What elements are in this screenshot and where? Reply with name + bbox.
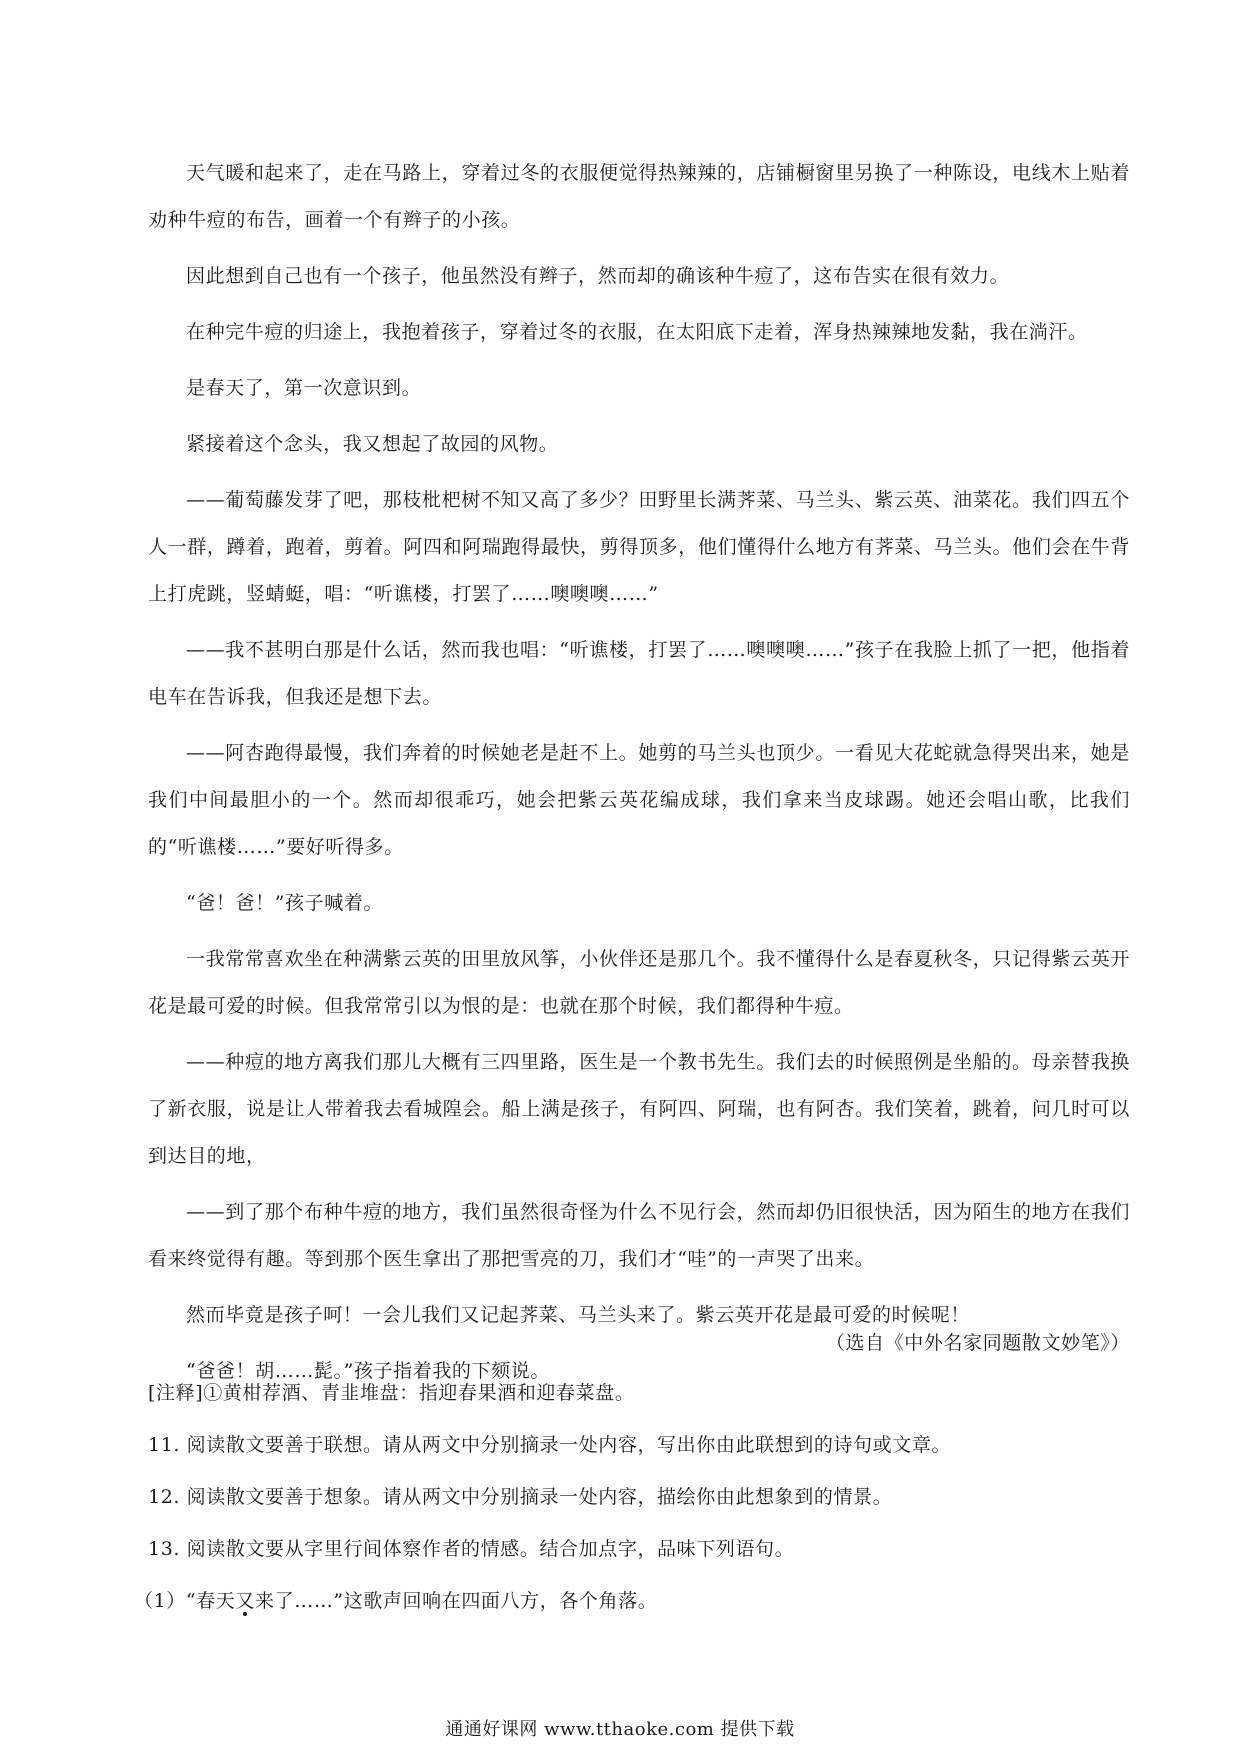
question-11: 11. 阅读散文要善于联想。请从两文中分别摘录一处内容，写出你由此联想到的诗句或文章。	[148, 1434, 952, 1456]
essay-paragraph: 一我常常喜欢坐在种满紫云英的田里放风筝，小伙伴还是那几个。我不懂得什么是春夏秋冬，只记得紫云英开花是最可爱的时候。但我常常引以为恨的是：也就在那个时候，我们都得种牛痘。	[148, 948, 1130, 1017]
question-13-item-1-after: 来了……”这歌声回响在四面八方，各个角落。	[255, 1590, 658, 1612]
essay-paragraph: 在种完牛痘的归途上，我抱着孩子，穿着过冬的衣服，在太阳底下走着，浑身热辣辣地发黏，我在淌汗。	[186, 321, 1088, 343]
question-13-item-1-before: （1）“春天	[134, 1590, 236, 1612]
essay-paragraph: “爸爸！胡……髭。”孩子指着我的下颏说。	[186, 1360, 550, 1382]
essay-source: （选自《中外名家同题散文妙笔》）	[825, 1332, 1130, 1354]
annotation-note: [注释]①黄柑荐酒、青韭堆盘：指迎春果酒和迎春菜盘。	[148, 1382, 635, 1404]
question-13: 13. 阅读散文要从字里行间体察作者的情感。结合加点字，品味下列语句。	[148, 1538, 795, 1560]
essay-paragraph: 紧接着这个念头，我又想起了故园的风物。	[186, 433, 559, 455]
essay-paragraph: “爸！爸！”孩子喊着。	[186, 892, 384, 914]
questions-section	[134, 1367, 1130, 1627]
essay-paragraph: 然而毕竟是孩子呵！一会儿我们又记起荠菜、马兰头来了。紫云英开花是最可爱的时候呢！	[186, 1304, 971, 1326]
question-12: 12. 阅读散文要善于想象。请从两文中分别摘录一处内容，描绘你由此想象到的情景。	[148, 1486, 893, 1508]
essay-paragraph: 是春天了，第一次意识到。	[186, 377, 422, 399]
emphasized-character: 又	[235, 1590, 256, 1612]
page-footer: 通通好课网 www.tthaoke.com 提供下载	[445, 1719, 795, 1740]
essay-paragraph: ——阿杏跑得最慢，我们奔着的时候她老是赶不上。她剪的马兰头也顶少。一看见大花蛇就急得哭出来，她是我们中间最胆小的一个。然而却很乖巧，她会把紫云英花编成球，我们拿来当皮球踢。她还会唱山歌，比我们的“听谯楼……”要好听得多。	[148, 742, 1130, 858]
essay-paragraph: ——到了那个布种牛痘的地方，我们虽然很奇怪为什么不见行会，然而却仍旧很快活，因为陌生的地方在我们看来终觉得有趣。等到那个医生拿出了那把雪亮的刀，我们才“哇”的一声哭了出来。	[148, 1201, 1130, 1270]
essay-paragraph: 天气暖和起来了，走在马路上，穿着过冬的衣服便觉得热辣辣的，店铺橱窗里另换了一种陈设，电线木上贴着劝种牛痘的布告，画着一个有辫子的小孩。	[148, 162, 1130, 231]
question-13-item-1	[134, 1575, 1130, 1627]
essay-paragraph: ——种痘的地方离我们那儿大概有三四里路，医生是一个教书先生。我们去的时候照例是坐船的。母亲替我换了新衣服，说是让人带着我去看城隍会。船上满是孩子，有阿四、阿瑞，也有阿杏。我们笑着，跳着，问几时可以到达目的地，	[148, 1051, 1130, 1167]
essay-body	[148, 150, 1130, 1404]
essay-paragraph: ——我不甚明白那是什么话，然而我也唱：“听谯楼，打罢了……噢噢噢……”孩子在我脸上抓了一把，他指着电车在告诉我，但我还是想下去。	[148, 639, 1130, 708]
essay-paragraph: ——葡萄藤发芽了吧，那枝枇杷树不知又高了多少？田野里长满荠菜、马兰头、紫云英、油菜花。我们四五个人一群，蹲着，跑着，剪着。阿四和阿瑞跑得最快，剪得顶多，他们懂得什么地方有荠菜、马兰头。他们会在牛背上打虎跳，竖蜻蜓，唱：“听谯楼，打罢了……噢噢噢……”	[148, 489, 1130, 605]
essay-paragraph: 因此想到自己也有一个孩子，他虽然没有辫子，然而却的确该种牛痘了，这布告实在很有效力。	[186, 265, 1010, 287]
